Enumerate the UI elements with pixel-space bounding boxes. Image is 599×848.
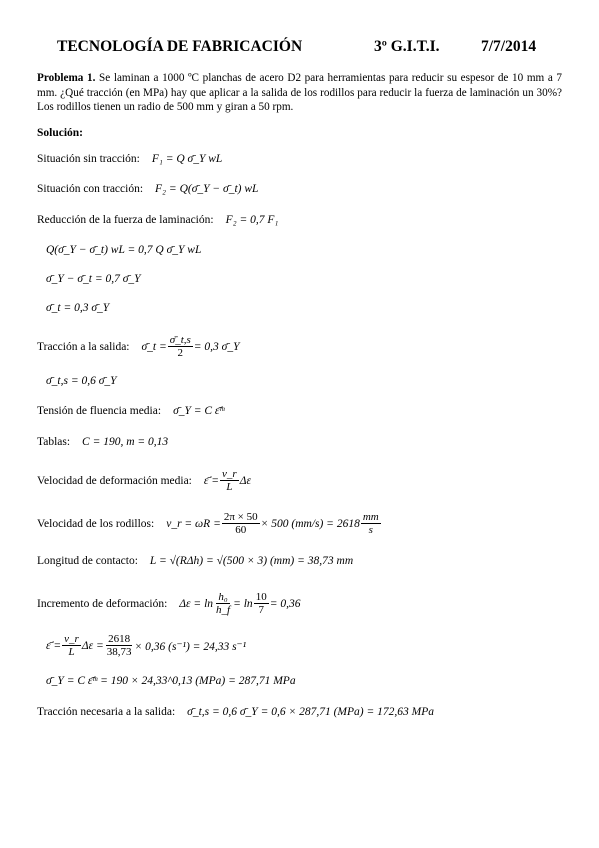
formula-f17: σ̄_t,s = 0,6 σ̄_Y = 0,6 × 287,71 (MPa) = 172,63 MPa: [187, 706, 434, 718]
label-tablas: Tablas:: [37, 436, 71, 448]
fraction-f12-unit: $\frac{mm}{s}$: [362, 511, 379, 536]
formula-f7-rhs: = 0,3 σ̄_Y: [193, 340, 240, 353]
exam-date: 7/7/2014: [481, 38, 537, 55]
label-reduccion: Reducción de la fuerza de laminación:: [37, 214, 214, 226]
label-traccion-necesaria: Tracción necesaria a la salida:: [37, 706, 176, 718]
label-incremento: Incremento de deformación:: [37, 597, 168, 610]
formula-f14-rhs: = 0,36: [269, 597, 301, 610]
degree-label: 3º G.I.T.I.: [374, 38, 440, 55]
step-vel-deformacion: [37, 468, 251, 493]
step-reduccion: [37, 214, 278, 226]
step-tablas: [37, 436, 168, 448]
formula-f2: F₂ = Q(σ̄_Y − σ̄_t) wL: [155, 183, 259, 195]
fraction-f11: $\frac{v\_r}{L}$: [222, 468, 237, 493]
step-con-traccion: [37, 183, 258, 195]
step-f6: [46, 302, 109, 314]
step-tension-fluencia: [37, 405, 224, 417]
step-f8: [46, 375, 117, 387]
fraction-f14: $\frac{\text{h₀}}{h\_f}$: [216, 591, 231, 616]
formula-f5: σ̄_Y − σ̄_t = 0,7 σ̄_Y: [46, 273, 141, 285]
label-traccion-salida: Tracción a la salida:: [37, 340, 130, 353]
formula-f14-lhs: Δε = ln: [179, 597, 214, 610]
fraction-f14-b: $\frac{10}{7}$: [255, 591, 267, 616]
problem-title: Problema 1.: [37, 72, 96, 84]
label-con-traccion: Situación con tracción:: [37, 183, 144, 195]
formula-f3: F₂ = 0,7 F₁: [225, 214, 279, 226]
formula-f12-lhs: v_r = ωR =: [166, 517, 221, 530]
formula-f15-rhs: × 0,36 (s⁻¹) = 24,33 s⁻¹: [134, 640, 247, 653]
problem-statement: [37, 71, 562, 115]
formula-f10: C = 190, m = 0,13: [82, 436, 169, 448]
step-f16: [46, 675, 296, 687]
label-tension-fluencia: Tensión de fluencia media:: [37, 405, 162, 417]
fraction-f15: $\frac{v\_r}{L}$: [64, 633, 79, 658]
fraction-f12: $\frac{2\pi \times 50}{60}$: [223, 511, 258, 536]
formula-f12-mid: × 500 (mm/s) = 2618: [260, 517, 360, 530]
formula-f9: σ̄_Y = C ε̄̇ᵐ: [173, 405, 225, 417]
formula-f13: L = √(RΔh) = √(500 × 3) (mm) = 38,73 mm: [149, 555, 354, 567]
label-longitud-contacto: Longitud de contacto:: [37, 555, 138, 567]
formula-f15-lhs: ε̄̇ =: [46, 639, 62, 652]
step-sin-traccion: [37, 153, 222, 165]
label-vel-rodillos: Velocidad de los rodillos:: [37, 517, 155, 530]
course-title: TECNOLOGÍA DE FABRICACIÓN: [57, 38, 303, 55]
formula-f1: F₁ = Q σ̄_Y wL: [151, 153, 223, 165]
formula-f4: Q(σ̄_Y − σ̄_t) wL = 0,7 Q σ̄_Y wL: [46, 244, 202, 256]
formula-f6: σ̄_t = 0,3 σ̄_Y: [46, 302, 110, 314]
step-incremento: [37, 591, 300, 616]
formula-f11-rhs: Δε: [239, 474, 251, 487]
step-f15: [46, 633, 246, 658]
formula-f14-mid: = ln: [233, 597, 253, 610]
formula-f15-mid: Δε =: [81, 639, 104, 652]
step-traccion-salida: [37, 334, 240, 359]
step-traccion-necesaria: [37, 706, 434, 718]
fraction-f15-b: $\frac{2618}{38,73}$: [106, 633, 132, 658]
step-f4: [46, 244, 201, 256]
formula-f7-lhs: σ̄_t =: [141, 340, 167, 353]
problem-text: Se laminan a 1000 ºC planchas de acero D2 para herramientas para reducir su espesor de 10 mm a 7 mm. ¿Qué tracción (en MPa) hay que aplicar a la salida de los rodillos para reducir la fuerza de laminación un 30%? Los rodillos tienen un radio de 500 mm y giran a 50 rpm.: [37, 72, 563, 114]
step-vel-rodillos: [37, 511, 382, 536]
formula-f16: σ̄_Y = C ε̄̇ᵐ = 190 × 24,33^0,13 (MPa) = 287,71 MPa: [46, 675, 296, 687]
formula-f11-lhs: ε̄̇ =: [203, 474, 220, 487]
solution-heading: Solución:: [37, 127, 84, 139]
label-vel-deformacion: Velocidad de deformación media:: [37, 474, 192, 487]
fraction-f7: $\frac{\sigmā\_t,s}{2}$: [169, 334, 191, 359]
step-longitud-contacto: [37, 555, 353, 567]
formula-f8: σ̄_t,s = 0,6 σ̄_Y: [46, 375, 117, 387]
label-sin-traccion: Situación sin tracción:: [37, 153, 140, 165]
step-f5: [46, 273, 141, 285]
